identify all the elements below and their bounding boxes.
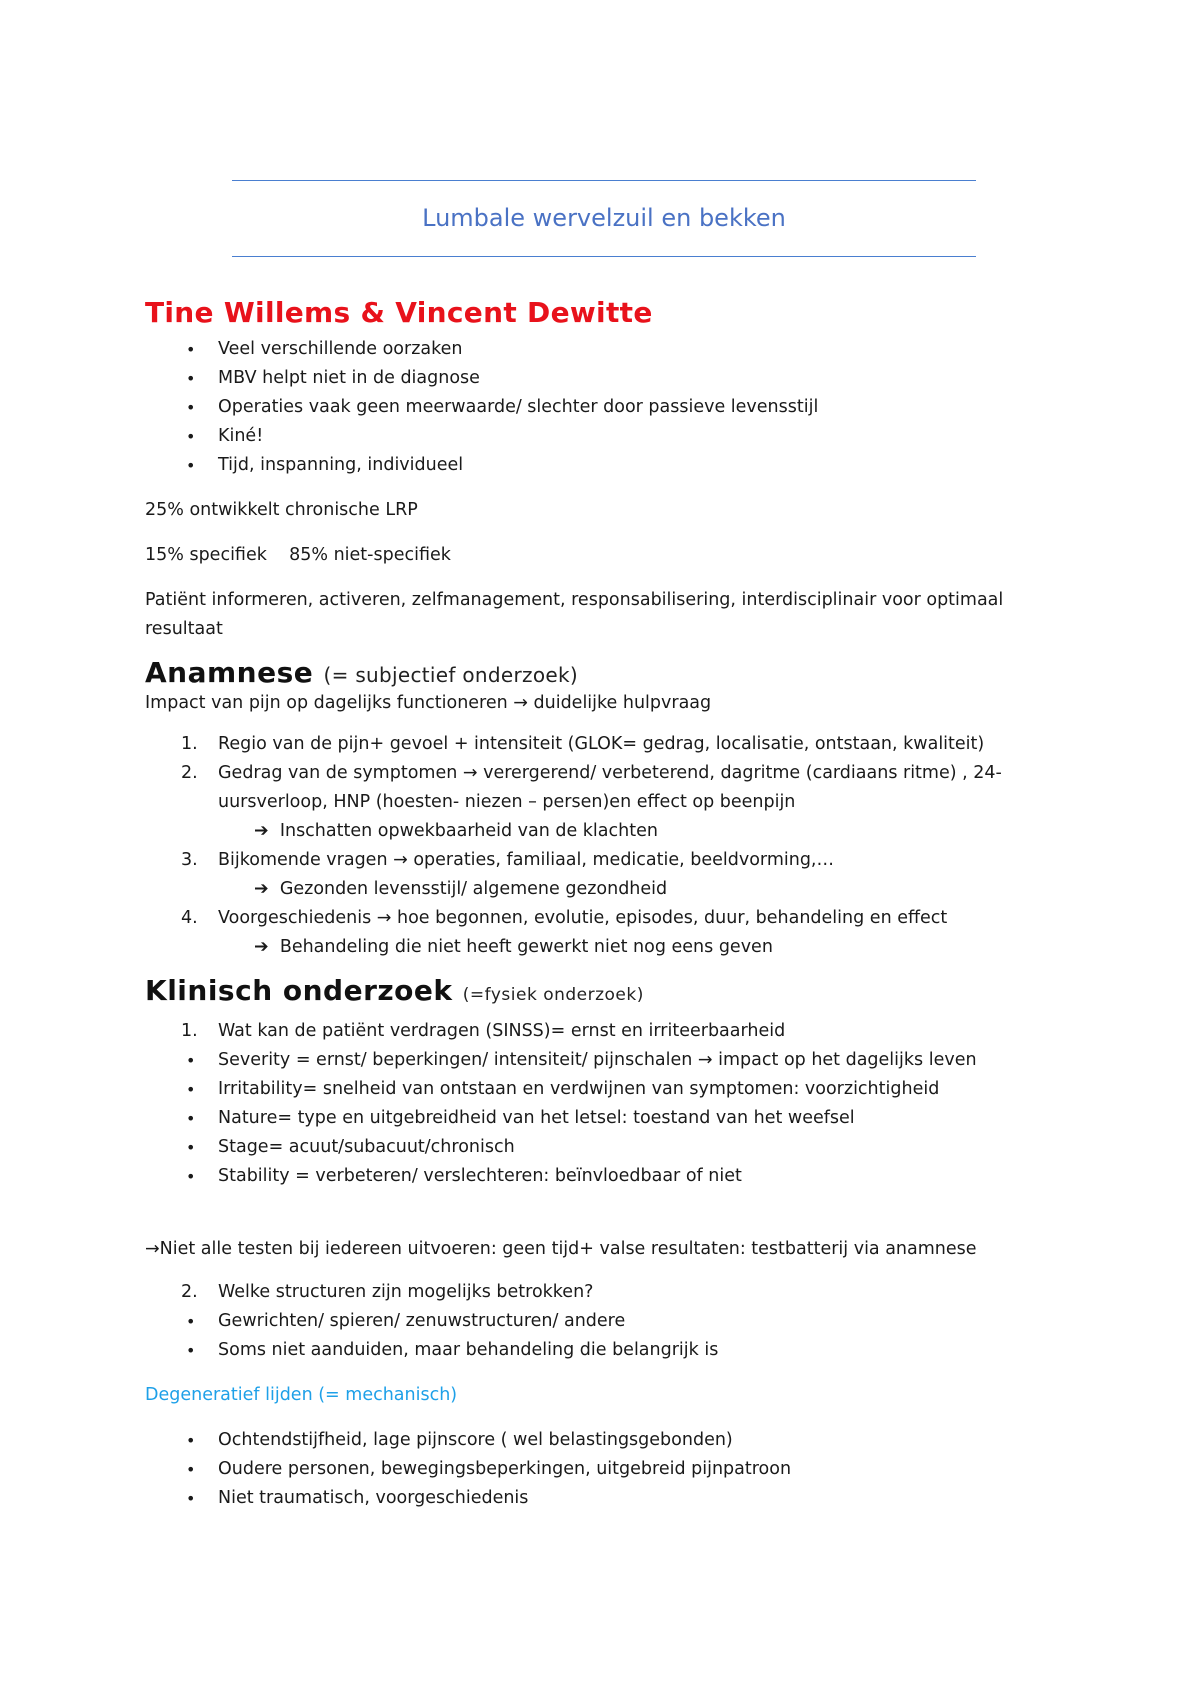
document-title: Lumbale wervelzuil en bekken <box>422 204 786 232</box>
bullet-icon: • <box>186 1460 196 1479</box>
list-item: • Oudere personen, bewegingsbeperkingen, uitgebreid pijnpatroon <box>145 1455 1045 1484</box>
klinisch-list-2 <box>145 1278 1045 1307</box>
stat-chronic: 25% ontwikkelt chronische LRP <box>145 500 418 520</box>
list-item: • MBV helpt niet in de diagnose <box>145 364 1045 393</box>
klinisch-subtitle: (=fysiek onderzoek) <box>462 985 644 1005</box>
anamnese-heading: Anamnese (= subjectief onderzoek) <box>145 656 578 689</box>
document-body <box>145 296 1045 1513</box>
list-item: • Soms niet aanduiden, maar behandeling die belangrijk is <box>145 1336 1045 1365</box>
list-item: 4. Voorgeschiedenis → hoe begonnen, evolutie, episodes, duur, behandeling en effect ➔ Behandeling die niet heeft gewerkt niet nog eens geven <box>145 904 1045 962</box>
intro-list <box>145 335 1045 480</box>
authors-heading: Tine Willems & Vincent Dewitte <box>145 296 653 329</box>
structures-list <box>145 1307 1045 1365</box>
bullet-icon: • <box>186 456 196 475</box>
list-item: • Tijd, inspanning, individueel <box>145 451 1045 480</box>
anamnese-lead: Impact van pijn op dagelijks functioneren → duidelijke hulpvraag <box>145 693 712 713</box>
anamnese-subtitle: (= subjectief onderzoek) <box>323 663 578 687</box>
bullet-icon: • <box>186 1109 196 1128</box>
sinss-list <box>145 1046 1045 1191</box>
bullet-icon: • <box>186 1312 196 1331</box>
bullet-icon: • <box>186 1489 196 1508</box>
bullet-icon: • <box>186 1167 196 1186</box>
arrow-right-icon: ➔ <box>254 937 269 957</box>
stat-specific: 15% specifiek 85% niet-specifiek <box>145 545 451 565</box>
sub-point: ➔ Gezonden levensstijl/ algemene gezondheid <box>254 879 668 899</box>
klinisch-list-1 <box>145 1017 1045 1046</box>
bullet-icon: • <box>186 1431 196 1450</box>
list-item: • Nature= type en uitgebreidheid van het letsel: toestand van het weefsel <box>145 1104 1045 1133</box>
arrow-right-icon: ➔ <box>254 879 269 899</box>
arrow-right-icon: ➔ <box>254 821 269 841</box>
list-item: 2. Gedrag van de symptomen → verergerend/ verbeterend, dagritme (cardiaans ritme) , 24-uursverloop, HNP (hoesten- niezen – persen)en effect op beenpijn ➔ Inschatten opwekbaarheid van de klachten <box>145 759 1045 846</box>
list-item: • Veel verschillende oorzaken <box>145 335 1045 364</box>
title-rule-bottom <box>232 256 976 257</box>
bullet-icon: • <box>186 1080 196 1099</box>
degeneratief-heading: Degeneratief lijden (= mechanisch) <box>145 1385 458 1405</box>
patient-paragraph: Patiënt informeren, activeren, zelfmanagement, responsabilisering, interdisciplinair voor optimaal resultaat <box>145 590 1004 639</box>
anamnese-list <box>145 730 1045 962</box>
list-item: • Ochtendstijfheid, lage pijnscore ( wel belastingsgebonden) <box>145 1426 1045 1455</box>
bullet-icon: • <box>186 1341 196 1360</box>
testing-note: →Niet alle testen bij iedereen uitvoeren: geen tijd+ valse resultaten: testbatterij via anamnese <box>145 1239 977 1259</box>
bullet-icon: • <box>186 427 196 446</box>
list-item: 2. Welke structuren zijn mogelijks betrokken? <box>181 1282 594 1302</box>
list-item: • Irritability= snelheid van ontstaan en verdwijnen van symptomen: voorzichtigheid <box>145 1075 1045 1104</box>
title-rule-top <box>232 180 976 181</box>
bullet-icon: • <box>186 369 196 388</box>
list-item: • Gewrichten/ spieren/ zenuwstructuren/ andere <box>145 1307 1045 1336</box>
degeneratief-list <box>145 1426 1045 1513</box>
sub-point: ➔ Inschatten opwekbaarheid van de klachten <box>254 821 658 841</box>
list-item: • Stability = verbeteren/ verslechteren: beïnvloedbaar of niet <box>145 1162 1045 1191</box>
bullet-icon: • <box>186 340 196 359</box>
bullet-icon: • <box>186 1138 196 1157</box>
list-item: • Stage= acuut/subacuut/chronisch <box>145 1133 1045 1162</box>
bullet-icon: • <box>186 1051 196 1070</box>
klinisch-heading: Klinisch onderzoek (=fysiek onderzoek) <box>145 974 644 1007</box>
list-item: 1. Wat kan de patiënt verdragen (SINSS)= ernst en irriteerbaarheid <box>181 1021 786 1041</box>
list-item: • Kiné! <box>145 422 1045 451</box>
list-item: 3. Bijkomende vragen → operaties, familiaal, medicatie, beeldvorming,… ➔ Gezonden levensstijl/ algemene gezondheid <box>145 846 1045 904</box>
list-item: • Niet traumatisch, voorgeschiedenis <box>145 1484 1045 1513</box>
list-item: • Severity = ernst/ beperkingen/ intensiteit/ pijnschalen → impact op het dagelijks leven <box>145 1046 1045 1075</box>
sub-point: ➔ Behandeling die niet heeft gewerkt niet nog eens geven <box>254 937 773 957</box>
bullet-icon: • <box>186 398 196 417</box>
list-item: • Operaties vaak geen meerwaarde/ slechter door passieve levensstijl <box>145 393 1045 422</box>
list-item: 1. Regio van de pijn+ gevoel + intensiteit (GLOK= gedrag, localisatie, ontstaan, kwaliteit) <box>181 734 985 754</box>
